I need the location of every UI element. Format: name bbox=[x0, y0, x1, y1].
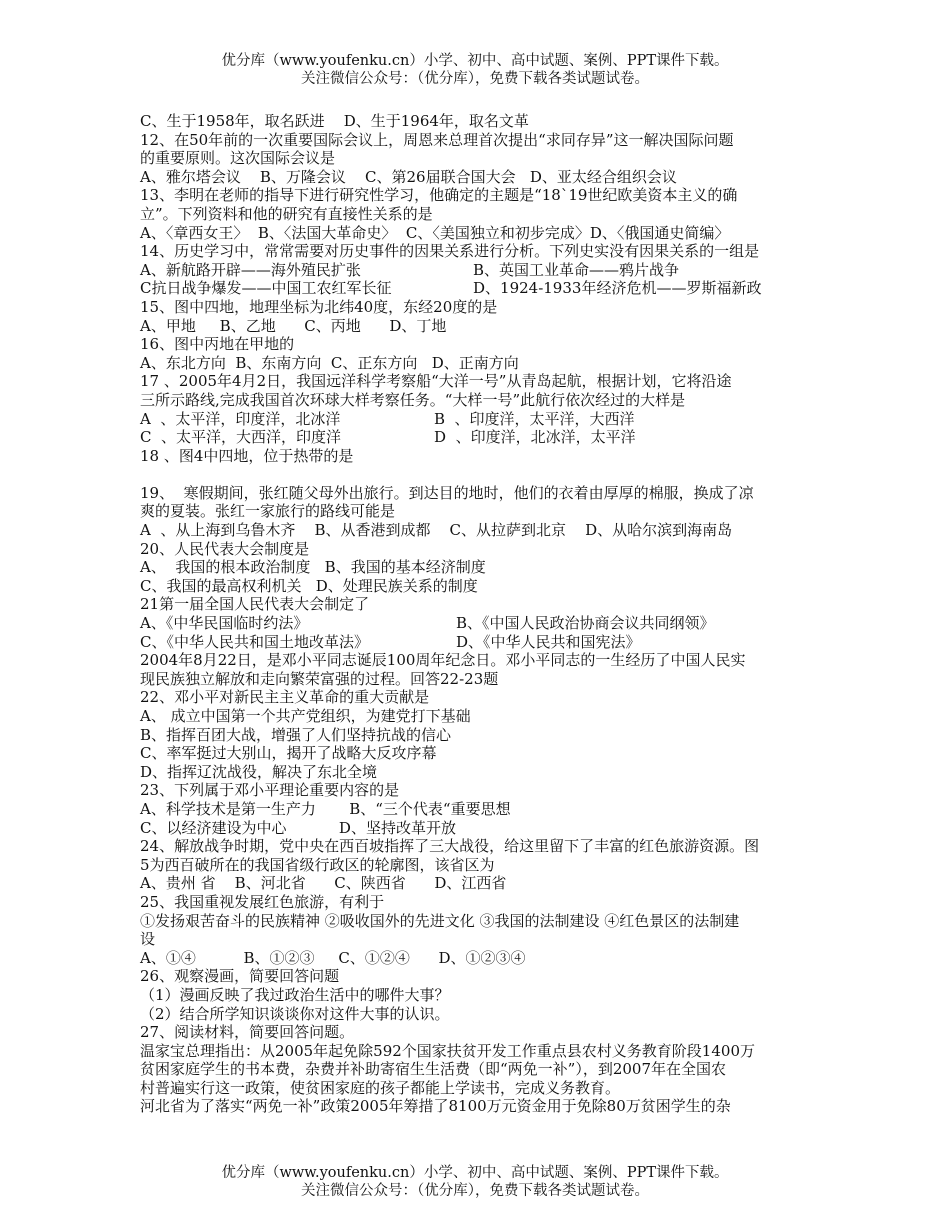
question-20: 20、人民代表大会制度是 bbox=[140, 539, 310, 558]
question-17: 17 、2005年4月2日，我国远洋科学考察船“大洋一号”从青岛起航，根据计划，它将沿途 bbox=[140, 372, 732, 391]
options-16: A、东北方向 B、东南方向 C、正东方向 D、正南方向 bbox=[140, 353, 519, 372]
option-b: B、指挥百团大战，增强了人们坚持抗战的信心 bbox=[140, 725, 452, 744]
option-b: B 、印度洋，太平洋，大西洋 bbox=[434, 409, 635, 428]
question-26: 26、观察漫画，简要回答问题 bbox=[140, 967, 340, 986]
text-line: 5为西百破所在的我国省级行政区的轮廓图，该省区为 bbox=[140, 855, 495, 874]
option-a: A、新航路开辟——海外殖民扩张 bbox=[140, 260, 361, 279]
text-line: 的重要原则。这次国际会议是 bbox=[140, 149, 336, 168]
option-d: D、指挥辽沈战役，解决了东北全境 bbox=[140, 762, 378, 781]
text-line: C、生于1958年，取名跃进 D、生于1964年，取名文革 bbox=[140, 112, 529, 130]
material-intro: 2004年8月22日，是邓小平同志诞辰100周年纪念日。邓小平同志的一生经历了中国人民实 bbox=[140, 651, 746, 670]
options-12: A、雅尔塔会议 B、万隆会议 C、第26届联合国大会 D、亚太经合组织会议 bbox=[140, 167, 677, 186]
option-a: A、《中华民国临时约法》 bbox=[140, 614, 309, 633]
question-15: 15、图中四地，地理坐标为北纬40度，东经20度的是 bbox=[140, 297, 498, 316]
options-14-row-2 bbox=[140, 279, 820, 298]
option-c: C、《中华人民共和国土地改革法》 bbox=[140, 632, 369, 651]
sub-question-2: （2）结合所学知识谈谈你对这件大事的认识。 bbox=[140, 1004, 450, 1023]
text-line: 爽的夏装。张红一家旅行的路线可能是 bbox=[140, 502, 396, 521]
options-25: A、①④ B、①②③ C、①②④ D、①②③④ bbox=[140, 948, 526, 967]
text-line: 现民族独立解放和走向繁荣富强的过程。回答22-23题 bbox=[140, 669, 499, 688]
option-c: C 、太平洋，大西洋，印度洋 bbox=[140, 428, 342, 447]
blank-line bbox=[140, 465, 820, 484]
option-a: A、 成立中国第一个共产党组织，为建党打下基础 bbox=[140, 707, 471, 725]
text-line: 村普遍实行这一政策，使贫困家庭的孩子都能上学读书，完成义务教育。 bbox=[140, 1078, 621, 1097]
options-17-row-1 bbox=[140, 410, 820, 429]
option-b: B、《中国人民政治协商会议共同纲领》 bbox=[456, 614, 715, 633]
text-line: 设 bbox=[140, 930, 156, 949]
question-19: 19、 寒假期间，张红随父母外出旅行。到达目的地时，他们的衣着由厚厚的棉服，换成了凉 bbox=[140, 483, 754, 502]
options-23-row-1: A、科学技术是第一生产力 B、“三个代表“重要思想 bbox=[140, 799, 511, 818]
sub-question-1: （1）漫画反映了我过政治生活中的哪件大事？ bbox=[140, 985, 450, 1004]
page-header bbox=[0, 52, 950, 88]
material-paragraph: 温家宝总理指出：从2005年起免除592个国家扶贫开发工作重点县农村义务教育阶段1400万 bbox=[140, 1041, 755, 1060]
footer-line-2: 关注微信公众号：（优分库），免费下载各类试题试卷。 bbox=[301, 1183, 649, 1199]
question-18: 18 、图4中四地，位于热带的是 bbox=[140, 446, 354, 465]
options-21-row-2 bbox=[140, 633, 820, 652]
question-24: 24、解放战争时期，党中央在西百坡指挥了三大战役，给这里留下了丰富的红色旅游资源。图 bbox=[140, 837, 760, 856]
text-line: 河北省为了落实“两免一补”政策2005年筹措了8100万元资金用于免除80万贫困学生的杂 bbox=[140, 1097, 731, 1116]
options-21-row-1 bbox=[140, 614, 820, 633]
question-16: 16、图中丙地在甲地的 bbox=[140, 335, 295, 354]
options-19: A 、从上海到乌鲁木齐 B、从香港到成都 C、从拉萨到北京 D、从哈尔滨到海南岛 bbox=[140, 521, 733, 540]
option-c: C、率军挺过大别山，揭开了战略大反攻序幕 bbox=[140, 744, 437, 763]
options-15: A、甲地 B、乙地 C、丙地 D、丁地 bbox=[140, 316, 447, 335]
statements-25: ①发扬艰苦奋斗的民族精神 ②吸收国外的先进文化 ③我国的法制建设 ④红色景区的法制建 bbox=[140, 911, 740, 930]
text-line: 立”。下列资料和他的研究有直接性关系的是 bbox=[140, 204, 433, 223]
header-line-2: 关注微信公众号：（优分库），免费下载各类试题试卷。 bbox=[301, 71, 649, 87]
options-17-row-2 bbox=[140, 428, 820, 447]
question-13: 13、李明在老师的指导下进行研究性学习，他确定的主题是“18`19世纪欧美资本主义的确 bbox=[140, 186, 738, 205]
question-14: 14、历史学习中，常常需要对历史事件的因果关系进行分析。下列史实没有因果关系的一组是 bbox=[140, 242, 760, 261]
exam-body bbox=[140, 112, 820, 1116]
option-a: A 、太平洋，印度洋，北冰洋 bbox=[140, 409, 341, 428]
question-23: 23、下列属于邓小平理论重要内容的是 bbox=[140, 781, 400, 800]
question-21: 21第一届全国人民代表大会制定了 bbox=[140, 595, 370, 614]
option-d: D 、印度洋，北冰洋，太平洋 bbox=[434, 428, 636, 447]
options-14-row-1 bbox=[140, 261, 820, 280]
header-line-1: 优分库（www.youfenku.cn）小学、初中、高中试题、案例、PPT课件下载。 bbox=[221, 53, 729, 69]
question-12: 12、在50年前的一次重要国际会议上，周恩来总理首次提出“求同存异”这一解决国际问题 bbox=[140, 130, 734, 149]
question-27: 27、阅读材料，简要回答问题。 bbox=[140, 1023, 355, 1042]
question-22: 22、邓小平对新民主主义革命的重大贡献是 bbox=[140, 688, 430, 707]
footer-line-1: 优分库（www.youfenku.cn）小学、初中、高中试题、案例、PPT课件下载。 bbox=[221, 1165, 729, 1181]
text-line: 贫困家庭学生的书本费，杂费并补助寄宿生生活费（即“两免一补”），到2007年在全国农 bbox=[140, 1060, 727, 1079]
options-23-row-2: C、以经济建设为中心 D、坚持改革开放 bbox=[140, 818, 456, 837]
options-24: A、贵州 省 B、河北省 C、陕西省 D、江西省 bbox=[140, 874, 507, 893]
question-25: 25、我国重视发展红色旅游，有利于 bbox=[140, 892, 385, 911]
text-line: 三所示路线,完成我国首次环球大样考察任务。“大样一号”此航行依次经过的大样是 bbox=[140, 390, 686, 409]
option-d: D、1924-1933年经济危机——罗斯福新政 bbox=[473, 279, 762, 298]
options-13: A、〈章西女王〉 B、〈法国大革命史〉 C、〈美国独立和初步完成〉D、〈俄国通史简编〉 bbox=[140, 223, 730, 242]
option-b: B、英国工业革命——鸦片战争 bbox=[473, 260, 680, 279]
options-20-row-2: C、我国的最高权利机关 D、处理民族关系的制度 bbox=[140, 576, 478, 595]
options-20-row-1: A、 我国的根本政治制度 B、我国的基本经济制度 bbox=[140, 558, 486, 577]
option-c: C抗日战争爆发——中国工农红军长征 bbox=[140, 279, 392, 298]
option-d: D、《中华人民共和国宪法》 bbox=[456, 632, 641, 651]
page-footer bbox=[0, 1164, 950, 1200]
